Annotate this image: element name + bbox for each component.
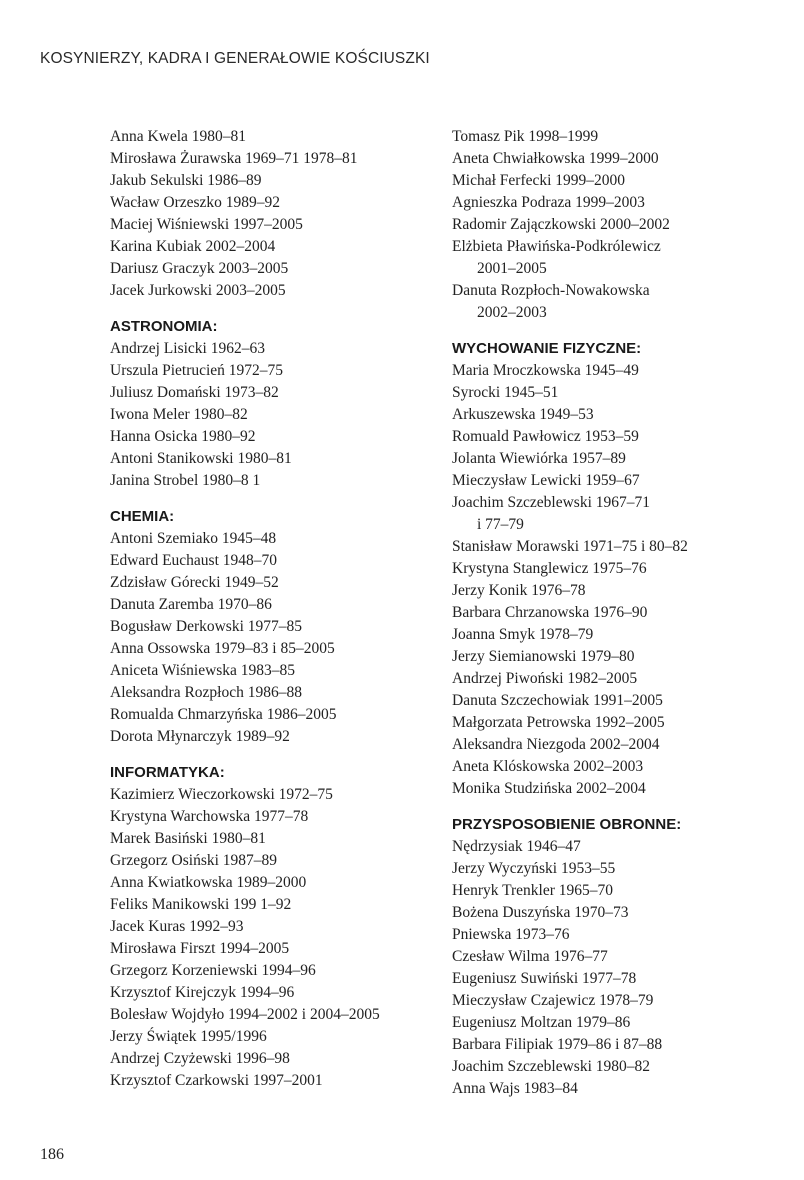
list-entry: Syrocki 1945–51 bbox=[452, 384, 559, 401]
list-entry: Joanna Smyk 1978–79 bbox=[452, 626, 594, 643]
list-entry: Aleksandra Rozpłoch 1986–88 bbox=[110, 684, 302, 701]
list-entry: Bożena Duszyńska 1970–73 bbox=[452, 904, 629, 921]
list-entry: Jerzy Świątek 1995/1996 bbox=[110, 1028, 267, 1045]
left-column bbox=[110, 126, 430, 1092]
list-entry: Danuta Rozpłoch-Nowakowska bbox=[452, 282, 650, 299]
list-entry: Maciej Wiśniewski 1997–2005 bbox=[110, 216, 303, 233]
list-entry: Stanisław Morawski 1971–75 i 80–82 bbox=[452, 538, 688, 555]
list-entry: Danuta Szczechowiak 1991–2005 bbox=[452, 692, 663, 709]
entry-continuation: 2001–2005 bbox=[477, 260, 547, 277]
list-entry: Krzysztof Kirejczyk 1994–96 bbox=[110, 984, 295, 1001]
list-entry: Jerzy Wyczyński 1953–55 bbox=[452, 860, 616, 877]
list-entry: Nędrzysiak 1946–47 bbox=[452, 838, 581, 855]
section-heading: ASTRONOMIA: bbox=[110, 318, 218, 335]
list-entry: Krystyna Warchowska 1977–78 bbox=[110, 808, 309, 825]
list-entry: Bogusław Derkowski 1977–85 bbox=[110, 618, 303, 635]
page-number: 186 bbox=[40, 1146, 64, 1163]
list-entry: Juliusz Domański 1973–82 bbox=[110, 384, 279, 401]
list-entry: Mirosława Żurawska 1969–71 1978–81 bbox=[110, 150, 358, 167]
list-entry: Anna Kwela 1980–81 bbox=[110, 128, 247, 145]
list-entry: Anna Ossowska 1979–83 i 85–2005 bbox=[110, 640, 335, 657]
list-entry: Czesław Wilma 1976–77 bbox=[452, 948, 608, 965]
list-entry: Aniceta Wiśniewska 1983–85 bbox=[110, 662, 296, 679]
list-entry: Aneta Chwiałkowska 1999–2000 bbox=[452, 150, 659, 167]
list-entry: Grzegorz Osiński 1987–89 bbox=[110, 852, 278, 869]
list-entry: Eugeniusz Suwiński 1977–78 bbox=[452, 970, 637, 987]
list-entry: Krzysztof Czarkowski 1997–2001 bbox=[110, 1072, 323, 1089]
list-entry: Barbara Chrzanowska 1976–90 bbox=[452, 604, 648, 621]
list-entry: Aleksandra Niezgoda 2002–2004 bbox=[452, 736, 660, 753]
list-entry: Jacek Jurkowski 2003–2005 bbox=[110, 282, 286, 299]
list-entry: Jerzy Konik 1976–78 bbox=[452, 582, 586, 599]
list-entry: Kazimierz Wieczorkowski 1972–75 bbox=[110, 786, 333, 803]
list-entry: Tomasz Pik 1998–1999 bbox=[452, 128, 599, 145]
list-entry: Iwona Meler 1980–82 bbox=[110, 406, 248, 423]
entry-continuation: 2002–2003 bbox=[477, 304, 547, 321]
list-entry: Andrzej Lisicki 1962–63 bbox=[110, 340, 265, 357]
list-entry: Krystyna Stanglewicz 1975–76 bbox=[452, 560, 647, 577]
section-heading: CHEMIA: bbox=[110, 508, 175, 525]
list-entry: Agnieszka Podraza 1999–2003 bbox=[452, 194, 645, 211]
list-entry: Mieczysław Lewicki 1959–67 bbox=[452, 472, 640, 489]
list-entry: Mirosława Firszt 1994–2005 bbox=[110, 940, 290, 957]
list-entry: Mieczysław Czajewicz 1978–79 bbox=[452, 992, 654, 1009]
list-entry: Eugeniusz Moltzan 1979–86 bbox=[452, 1014, 631, 1031]
list-entry: Barbara Filipiak 1979–86 i 87–88 bbox=[452, 1036, 663, 1053]
list-entry: Joachim Szczeblewski 1980–82 bbox=[452, 1058, 651, 1075]
list-entry: Urszula Pietrucień 1972–75 bbox=[110, 362, 284, 379]
list-entry: Romualda Chmarzyńska 1986–2005 bbox=[110, 706, 337, 723]
running-header: KOSYNIERZY, KADRA I GENERAŁOWIE KOŚCIUSZKI bbox=[40, 50, 430, 67]
list-entry: Danuta Zaremba 1970–86 bbox=[110, 596, 272, 613]
list-entry: Monika Studzińska 2002–2004 bbox=[452, 780, 646, 797]
list-entry: Romuald Pawłowicz 1953–59 bbox=[452, 428, 639, 445]
section-heading: WYCHOWANIE FIZYCZNE: bbox=[452, 340, 642, 357]
list-entry: Andrzej Piwoński 1982–2005 bbox=[452, 670, 638, 687]
section-heading: PRZYSPOSOBIENIE OBRONNE: bbox=[452, 816, 682, 833]
list-entry: Anna Wajs 1983–84 bbox=[452, 1080, 578, 1097]
list-entry: Antoni Stanikowski 1980–81 bbox=[110, 450, 292, 467]
list-entry: Jerzy Siemianowski 1979–80 bbox=[452, 648, 635, 665]
list-entry: Radomir Zajączkowski 2000–2002 bbox=[452, 216, 670, 233]
entry-continuation: i 77–79 bbox=[477, 516, 524, 533]
list-entry: Dariusz Graczyk 2003–2005 bbox=[110, 260, 289, 277]
list-entry: Małgorzata Petrowska 1992–2005 bbox=[452, 714, 665, 731]
list-entry: Bolesław Wojdyło 1994–2002 i 2004–2005 bbox=[110, 1006, 380, 1023]
list-entry: Antoni Szemiako 1945–48 bbox=[110, 530, 277, 547]
list-entry: Jakub Sekulski 1986–89 bbox=[110, 172, 262, 189]
list-entry: Michał Ferfecki 1999–2000 bbox=[452, 172, 626, 189]
list-entry: Maria Mroczkowska 1945–49 bbox=[452, 362, 639, 379]
list-entry: Marek Basiński 1980–81 bbox=[110, 830, 266, 847]
list-entry: Janina Strobel 1980–8 1 bbox=[110, 472, 261, 489]
list-entry: Aneta Klóskowska 2002–2003 bbox=[452, 758, 644, 775]
section-heading: INFORMATYKA: bbox=[110, 764, 225, 781]
list-entry: Edward Euchaust 1948–70 bbox=[110, 552, 278, 569]
list-entry: Jacek Kuras 1992–93 bbox=[110, 918, 244, 935]
list-entry: Andrzej Czyżewski 1996–98 bbox=[110, 1050, 290, 1067]
list-entry: Dorota Młynarczyk 1989–92 bbox=[110, 728, 290, 745]
list-entry: Hanna Osicka 1980–92 bbox=[110, 428, 256, 445]
list-entry: Feliks Manikowski 199 1–92 bbox=[110, 896, 292, 913]
list-entry: Joachim Szczeblewski 1967–71 bbox=[452, 494, 651, 511]
right-column bbox=[452, 126, 782, 1100]
list-entry: Grzegorz Korzeniewski 1994–96 bbox=[110, 962, 316, 979]
list-entry: Elżbieta Pławińska-Podkrólewicz bbox=[452, 238, 661, 255]
list-entry: Zdzisław Górecki 1949–52 bbox=[110, 574, 279, 591]
list-entry: Pniewska 1973–76 bbox=[452, 926, 570, 943]
list-entry: Jolanta Wiewiórka 1957–89 bbox=[452, 450, 626, 467]
list-entry: Arkuszewska 1949–53 bbox=[452, 406, 594, 423]
list-entry: Anna Kwiatkowska 1989–2000 bbox=[110, 874, 307, 891]
list-entry: Karina Kubiak 2002–2004 bbox=[110, 238, 276, 255]
list-entry: Henryk Trenkler 1965–70 bbox=[452, 882, 614, 899]
list-entry: Wacław Orzeszko 1989–92 bbox=[110, 194, 281, 211]
